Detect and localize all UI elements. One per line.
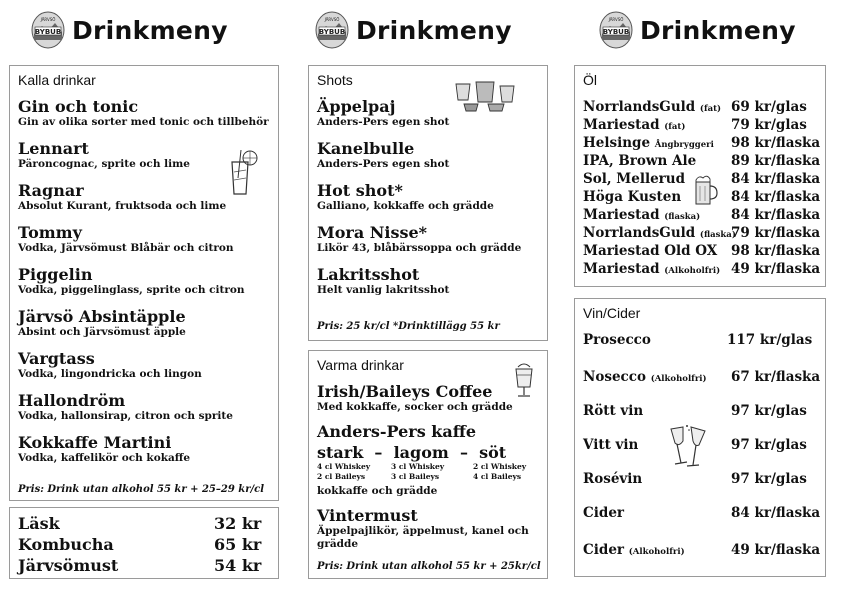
column-header-3: [598, 10, 796, 50]
drink-name: Tommy: [18, 223, 82, 242]
beer-name: IPA, Brown Ale: [583, 153, 697, 169]
beer-note: Ångbryggeri: [654, 140, 714, 150]
wine-name: Cider: [583, 505, 625, 521]
beer-row: [583, 243, 821, 261]
mix-line: 2 cl Baileys: [317, 472, 366, 481]
varm-item: [317, 507, 541, 551]
beer-row: [583, 225, 821, 243]
drink-name: Lennart: [18, 139, 89, 158]
svg-text:BYBUB: BYBUB: [602, 28, 630, 36]
mix-line: 3 cl Whiskey: [391, 462, 445, 471]
item-price: 32 kr: [214, 514, 262, 533]
wine-name: Prosecco: [583, 332, 651, 348]
drink-desc: Vodka, lingondricka och lingon: [18, 368, 202, 380]
wine-price: 97 kr/glas: [731, 403, 807, 419]
beer-row: [583, 189, 821, 207]
shot-name: Äppelpaj: [317, 97, 396, 116]
drink-desc: Vodka, kaffelikör och kokaffe: [18, 452, 191, 464]
wine-note: (Alkoholfri): [650, 374, 707, 384]
section-title: Varma drinkar: [317, 357, 404, 373]
wine-row: [583, 332, 817, 350]
item-price: 54 kr: [214, 556, 262, 575]
svg-text:BYBUB: BYBUB: [318, 28, 346, 36]
column-header-1: [30, 10, 228, 50]
wine-row: [583, 505, 821, 523]
beer-row: [583, 153, 821, 171]
item-name: Kombucha: [18, 535, 114, 554]
section-title: Shots: [317, 72, 353, 88]
strength-levels: stark – lagom – söt: [317, 443, 507, 462]
beer-note: (fat): [699, 104, 722, 114]
wine-note: (Alkoholfri): [628, 547, 685, 557]
drink-desc: Absint och Järvsömust äpple: [18, 326, 186, 338]
drink-desc: grädde: [317, 538, 359, 550]
drink-name: Anders-Pers kaffe: [317, 422, 477, 441]
wine-row: [583, 542, 821, 560]
drink-item: [18, 266, 272, 297]
wine-row: [583, 437, 817, 455]
drink-name: Kokkaffe Martini: [18, 433, 172, 452]
beer-price: 69 kr/glas: [731, 99, 807, 115]
beer-price: 49 kr/flaska: [731, 261, 821, 277]
drink-desc: Gin av olika sorter med tonic och tillbehör: [18, 116, 269, 128]
drink-name: Ragnar: [18, 181, 84, 200]
drink-item: [18, 392, 272, 423]
price-note: Pris: Drink utan alkohol 55 kr + 25–29 kr/cl: [18, 484, 265, 495]
varm-item: [317, 423, 541, 462]
shot-name: Kanelbulle: [317, 139, 415, 158]
beer-row: [583, 171, 821, 189]
drink-desc: Vodka, piggelinglass, sprite och citron: [18, 284, 245, 296]
beer-price: 84 kr/flaska: [731, 171, 821, 187]
shot-desc: Helt vanlig lakritsshot: [317, 284, 450, 296]
ol-box: [574, 65, 826, 287]
beer-price: 89 kr/flaska: [731, 153, 821, 169]
shot-name: Hot shot*: [317, 181, 403, 200]
drink-name: Järvsö Absintäpple: [18, 307, 186, 326]
wine-name: Rosévin: [583, 471, 643, 487]
mix-line: 3 cl Baileys: [391, 472, 440, 481]
beer-note: (fat): [664, 122, 686, 132]
kalla-drinkar-box: [9, 65, 279, 501]
beer-name: Mariestad: [583, 207, 660, 223]
beer-row: [583, 207, 821, 225]
drink-desc: Äppelpajlikör, äppelmust, kanel och: [317, 525, 529, 537]
drink-item: [18, 224, 272, 255]
mix-line: 2 cl Whiskey: [473, 462, 527, 471]
shot-name: Mora Nisse*: [317, 223, 428, 242]
bybub-logo: [598, 10, 634, 50]
wine-name: Rött vin: [583, 403, 644, 419]
item-name: Läsk: [18, 514, 60, 533]
drink-desc: Vodka, Järvsömust Blåbär och citron: [18, 242, 234, 254]
drink-desc: Absolut Kurant, fruktsoda och lime: [18, 200, 227, 212]
page-title: Drinkmeny: [356, 15, 512, 45]
shot-item: [317, 140, 541, 171]
alkoholfri-box: [9, 507, 279, 579]
beer-name: Mariestad: [583, 117, 660, 133]
wine-name: Cider: [583, 542, 625, 558]
bybub-logo: [314, 10, 350, 50]
shot-desc: Galliano, kokkaffe och grädde: [317, 200, 494, 212]
varm-item: [317, 383, 541, 414]
beer-name: NorrlandsGuld: [583, 99, 696, 115]
item-price: 65 kr: [214, 535, 262, 554]
shot-desc: Anders-Pers egen shot: [317, 116, 450, 128]
price-row: [18, 535, 270, 555]
stark-mix: [317, 462, 370, 482]
wine-row: [583, 471, 817, 489]
beer-row: [583, 117, 817, 135]
beer-price: 98 kr/flaska: [731, 135, 821, 151]
drink-name: Irish/Baileys Coffee: [317, 382, 493, 401]
drink-item: [18, 350, 272, 381]
beer-row: [583, 135, 821, 153]
shot-name: Lakritsshot: [317, 265, 420, 284]
price-row: [18, 514, 270, 534]
drink-desc: Vodka, hallonsirap, citron och sprite: [18, 410, 233, 422]
wine-price: 49 kr/flaska: [731, 542, 821, 558]
drink-desc: Päroncognac, sprite och lime: [18, 158, 190, 170]
beer-price: 79 kr/flaska: [731, 225, 821, 241]
beer-name: Helsinge: [583, 135, 651, 151]
svg-text:JÄRVSÖ: JÄRVSÖ: [40, 17, 56, 22]
sot-mix: [473, 462, 526, 482]
beer-note: (flaska): [664, 212, 701, 222]
vin-cider-box: [574, 298, 826, 577]
drink-name: Gin och tonic: [18, 97, 139, 116]
beer-name: Sol, Mellerud: [583, 171, 686, 187]
shots-box: [308, 65, 548, 341]
beer-name: NorrlandsGuld: [583, 225, 696, 241]
drink-desc: Med kokkaffe, socker och grädde: [317, 401, 513, 413]
beer-price: 98 kr/flaska: [731, 243, 821, 259]
drink-desc: kokkaffe och grädde: [317, 485, 438, 497]
varma-drinkar-box: [308, 350, 548, 579]
shot-item: [317, 98, 541, 129]
beer-name: Höga Kusten: [583, 189, 682, 205]
drink-name: Hallondröm: [18, 391, 126, 410]
section-title: Öl: [583, 72, 597, 88]
wine-row: [583, 403, 817, 421]
page-title: Drinkmeny: [72, 15, 228, 45]
shot-desc: Anders-Pers egen shot: [317, 158, 450, 170]
beer-name: Mariestad Old OX: [583, 243, 718, 259]
lagom-mix: [391, 462, 444, 482]
price-row: [18, 556, 270, 576]
section-title: Vin/Cider: [583, 305, 641, 321]
shot-item: [317, 182, 541, 213]
beer-name: Mariestad: [583, 261, 660, 277]
cocktail-glass-icon: [226, 148, 262, 198]
section-title: Kalla drinkar: [18, 72, 96, 88]
beer-row: [583, 261, 821, 279]
beer-note: (Alkoholfri): [664, 266, 721, 276]
price-note: Pris: Drink utan alkohol 55 kr + 25kr/cl: [317, 561, 541, 572]
shot-item: [317, 224, 541, 255]
beer-price: 84 kr/flaska: [731, 189, 821, 205]
shot-desc: Likör 43, blåbärssoppa och grädde: [317, 242, 522, 254]
beer-note: (flaska): [699, 230, 736, 240]
mix-line: 4 cl Baileys: [473, 472, 522, 481]
bybub-logo: [30, 10, 66, 50]
page-title: Drinkmeny: [640, 15, 796, 45]
wine-price: 84 kr/flaska: [731, 505, 821, 521]
column-header-2: [314, 10, 512, 50]
svg-text:BYBUB: BYBUB: [34, 28, 62, 36]
drink-item: [18, 98, 272, 129]
drink-name: Vintermust: [317, 506, 418, 525]
item-name: Järvsömust: [18, 556, 119, 575]
beer-price: 84 kr/flaska: [731, 207, 821, 223]
drink-name: Vargtass: [18, 349, 95, 368]
shot-item: [317, 266, 541, 297]
mix-line: 4 cl Whiskey: [317, 462, 371, 471]
wine-row: [583, 369, 821, 387]
beer-row: [583, 99, 817, 117]
wine-name: Vitt vin: [583, 437, 639, 453]
wine-price: 117 kr/glas: [727, 332, 813, 348]
beer-price: 79 kr/glas: [731, 117, 807, 133]
price-note: Pris: 25 kr/cl *Drinktillägg 55 kr: [317, 321, 500, 332]
svg-text:JÄRVSÖ: JÄRVSÖ: [608, 17, 624, 22]
wine-price: 97 kr/glas: [731, 471, 807, 487]
wine-name: Nosecco: [583, 369, 646, 385]
wine-price: 97 kr/glas: [731, 437, 807, 453]
drink-name: Piggelin: [18, 265, 93, 284]
wine-price: 67 kr/flaska: [731, 369, 821, 385]
drink-item: [18, 434, 272, 465]
drink-item: [18, 308, 272, 339]
svg-text:JÄRVSÖ: JÄRVSÖ: [324, 17, 340, 22]
